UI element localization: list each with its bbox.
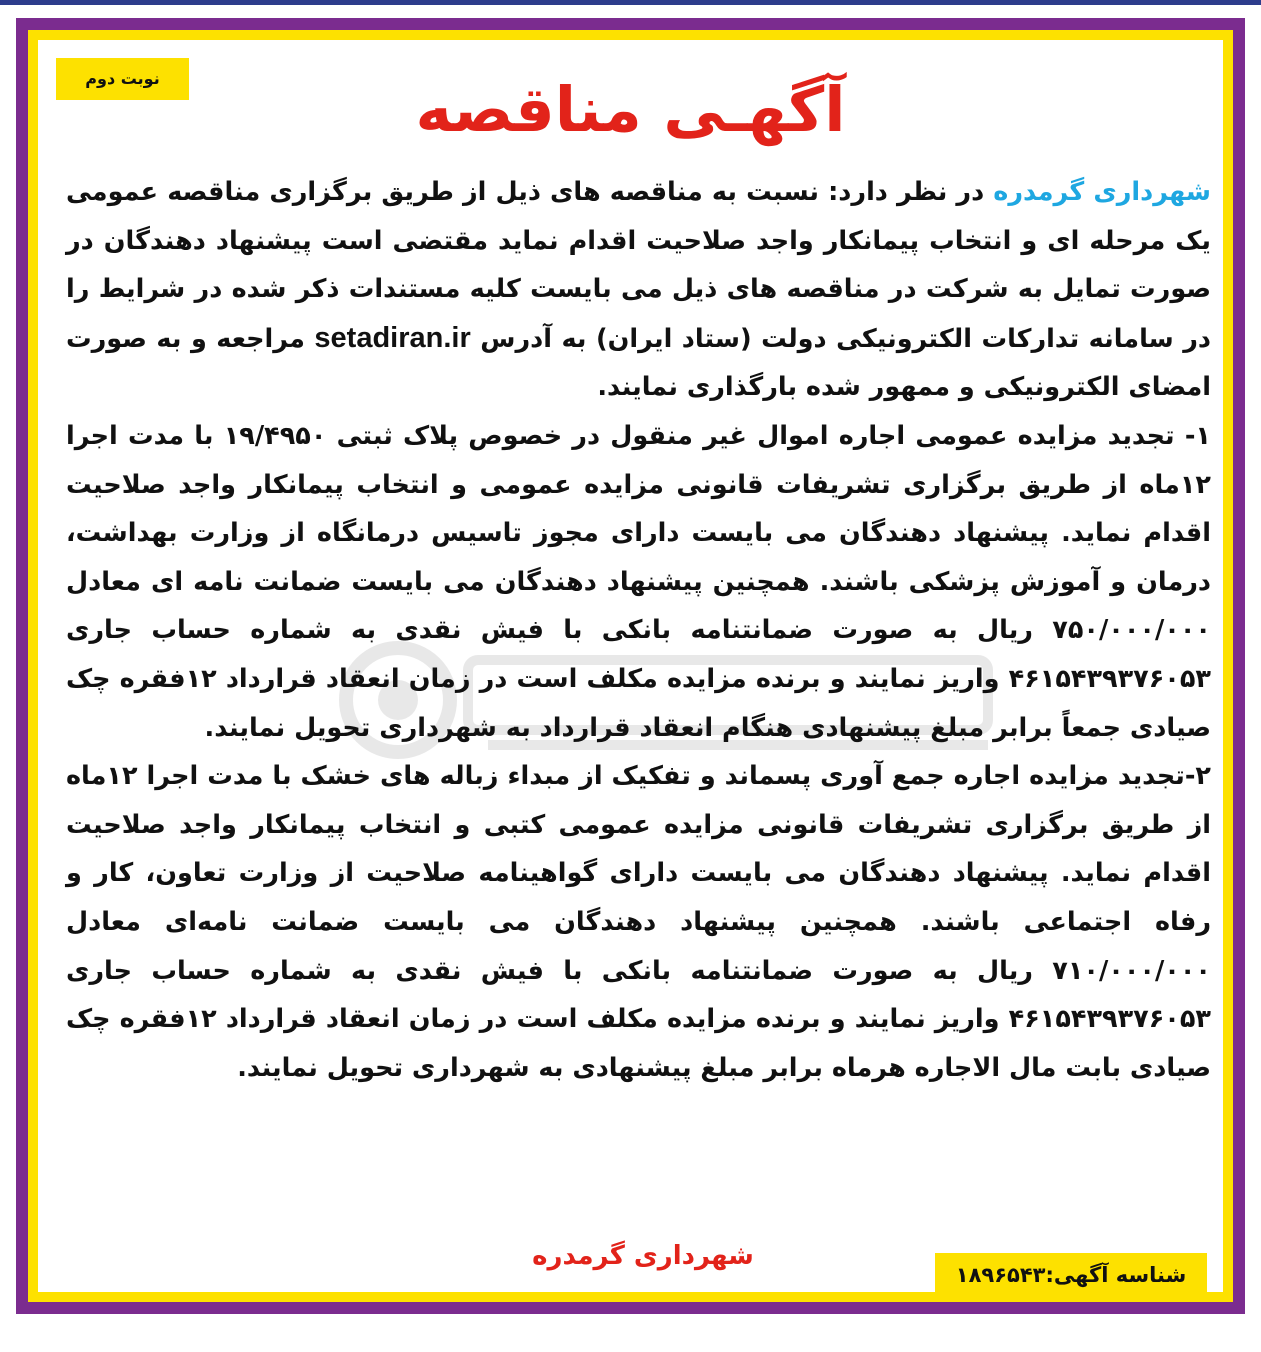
ad-body — [66, 168, 1211, 1092]
organization-name: شهرداری گرمدره — [993, 177, 1212, 207]
website-link[interactable]: setadiran.ir — [314, 321, 471, 354]
ad-id-badge — [935, 1253, 1207, 1297]
top-rule — [0, 0, 1261, 5]
ad-content-area — [38, 40, 1223, 1292]
ad-frame-band — [28, 30, 1233, 1302]
publication-round-tag: نوبت دوم — [56, 58, 189, 100]
intro-text: در نظر دارد: نسبت به مناقصه های ذیل از طریق برگزاری مناقصه عمومی یک مرحله ای و انتخاب پیمانکار واجد صلاحیت اقدام نماید مقتضی است پیشنهاد دهندگان در صورت تمایل به شرکت در مناقصه های ذیل می بایست کلیه مستندات ذکر شده در شرایط را در سامانه تدارکات الکترونیکی دولت (ستاد ایران) به آدرس — [66, 177, 1211, 354]
tender-item-1: ۱- تجدید مزایده عمومی اجاره اموال غیر منقول در خصوص پلاک ثبتی ۱۹/۴۹۵۰ با مدت اجرا ۱۲ماه از طریق برگزاری تشریفات قانونی مزایده عمومی و انتخاب پیمانکار واجد صلاحیت اقدام نماید. پیشنهاد دهندگان می بایست دارای مجوز تاسیس درمانگاه از وزارت بهداشت، درمان و آموزش پزشکی باشند. همچنین پیشنهاد دهندگان می بایست ضمانت نامه ای معادل ۷۵۰/۰۰۰/۰۰۰ ریال به صورت ضمانتنامه بانکی با فیش نقدی به شماره حساب جاری ۴۶۱۵۴۳۹۳۷۶۰۵۳ واریز نمایند و برنده مزایده مکلف است در زمان انعقاد قرارداد ۱۲فقره چک صیادی جمعاً برابر مبلغ پیشنهادی هنگام انعقاد قرارداد به شهرداری تحویل نمایند. — [66, 420, 1211, 743]
tender-item-2: ۲-تجدید مزایده اجاره جمع آوری پسماند و تفکیک از مبداء زباله های خشک با مدت اجرا ۱۲ماه از طریق برگزاری تشریفات قانونی مزایده عمومی کتبی و انتخاب پیمانکار واجد صلاحیت اقدام نماید. پیشنهاد دهندگان می بایست دارای گواهینامه صلاحیت از وزارت تعاون، کار و رفاه اجتماعی باشند. همچنین پیشنهاد دهندگان می بایست ضمانت نامه‌ای معادل ۷۱۰/۰۰۰/۰۰۰ ریال به صورت ضمانتنامه بانکی با فیش نقدی به شماره حساب جاری ۴۶۱۵۴۳۹۳۷۶۰۵۳ واریز نمایند و برنده مزایده مکلف است در زمان انعقاد قرارداد ۱۲فقره چک صیادی بابت مال الاجاره هرماه برابر مبلغ پیشنهادی به شهرداری تحویل نمایند. — [66, 761, 1211, 1083]
issuer-signature: شهرداری گرمدره — [532, 1241, 754, 1271]
ad-title: آگهـی مناقصه — [415, 73, 846, 146]
ad-frame — [16, 18, 1245, 1314]
intro-paragraph — [66, 168, 1211, 412]
ad-id-value: ۱۸۹۶۵۴۳ — [955, 1263, 1046, 1287]
ad-id-label: شناسه آگهی: — [1045, 1263, 1187, 1287]
intro-text-end: مراجعه و به صورت امضای الکترونیکی و ممهور شده بارگذاری نمایند. — [66, 323, 1211, 403]
